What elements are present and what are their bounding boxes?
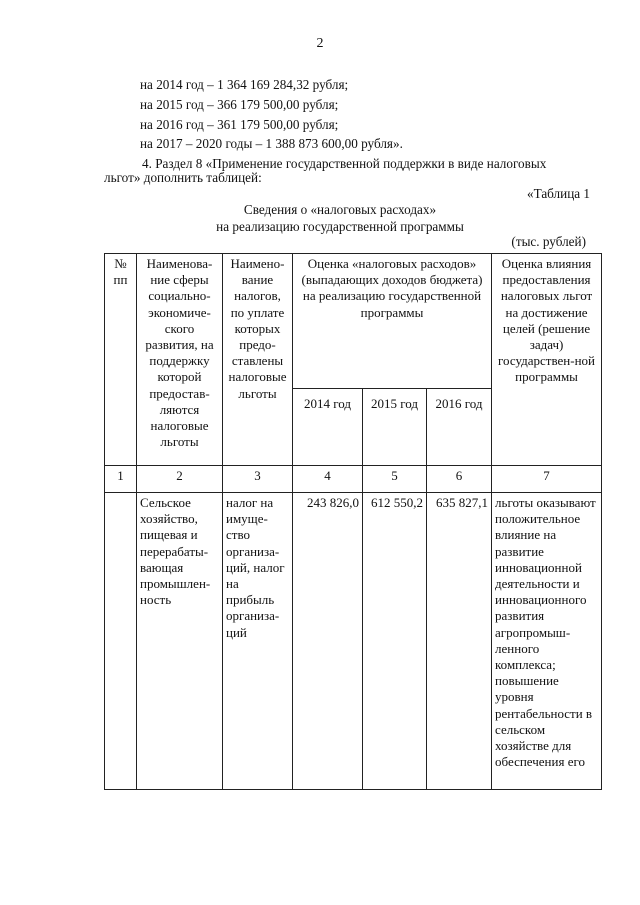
table-row: [105, 493, 602, 790]
item4-line1: 4. Раздел 8 «Применение государственной поддержки в виде налоговых: [142, 156, 547, 171]
column-number: 3: [223, 466, 293, 493]
amount-line-2014: на 2014 год – 1 364 169 284,32 рубля;: [140, 77, 349, 92]
header-year-2015: 2015 год: [363, 388, 427, 465]
header-impact: Оценка влияния предоставления налоговых льгот на достижение целей (решение задач) государствен-ной программы: [492, 254, 602, 466]
column-number: 4: [293, 466, 363, 493]
amount-line-2017-2020: на 2017 – 2020 годы – 1 388 873 600,00 рубля».: [140, 136, 403, 151]
header-year-2014: 2014 год: [293, 388, 363, 465]
table-header-row: [105, 254, 602, 389]
header-sphere: Наименова-ние сферы социально-экономиче-ского развития, на поддержку которой предостав-ляются налоговые льготы: [137, 254, 223, 466]
amount-line-2016: на 2016 год – 361 179 500,00 рубля;: [140, 117, 339, 132]
unit-label: (тыс. рублей): [511, 234, 586, 249]
header-num: № пп: [105, 254, 137, 466]
table-title-line2: на реализацию государственной программы: [216, 219, 464, 234]
page-number: 2: [316, 36, 324, 51]
column-number: 1: [105, 466, 137, 493]
column-number: 6: [427, 466, 492, 493]
table-caption: «Таблица 1: [527, 186, 590, 201]
column-number: 7: [492, 466, 602, 493]
header-year-2016: 2016 год: [427, 388, 492, 465]
tax-expenditures-table: [104, 253, 602, 790]
column-number: 5: [363, 466, 427, 493]
table-title-line1: Сведения о «налоговых расходах»: [243, 202, 437, 217]
header-estimate: Оценка «налоговых расходов» (выпадающих доходов бюджета) на реализацию государственной программы: [293, 254, 492, 389]
row-impact: льготы оказывают положительное влияние на развитие инновационной деятельности и инновационного развития агропромыш-ленного комплекса; повышение уровня рентабельности в сельском хозяйстве для обеспечения его: [492, 493, 602, 790]
row-sphere: Сельское хозяйство, пищевая и перерабаты-вающая промышлен-ность: [137, 493, 223, 790]
amount-line-2015: на 2015 год – 366 179 500,00 рубля;: [140, 97, 339, 112]
row-taxes: налог на имуще-ство организа-ций, налог на прибыль организа-ций: [223, 493, 293, 790]
column-number-row: [105, 466, 602, 493]
row-num: [105, 493, 137, 790]
row-value-2014: 243 826,0: [293, 493, 363, 790]
row-value-2015: 612 550,2: [363, 493, 427, 790]
header-taxes: Наимено-вание налогов, по уплате которых предо-ставлены налоговые льготы: [223, 254, 293, 466]
column-number: 2: [137, 466, 223, 493]
row-value-2016: 635 827,1: [427, 493, 492, 790]
item4-line2: льгот» дополнить таблицей:: [104, 170, 262, 185]
